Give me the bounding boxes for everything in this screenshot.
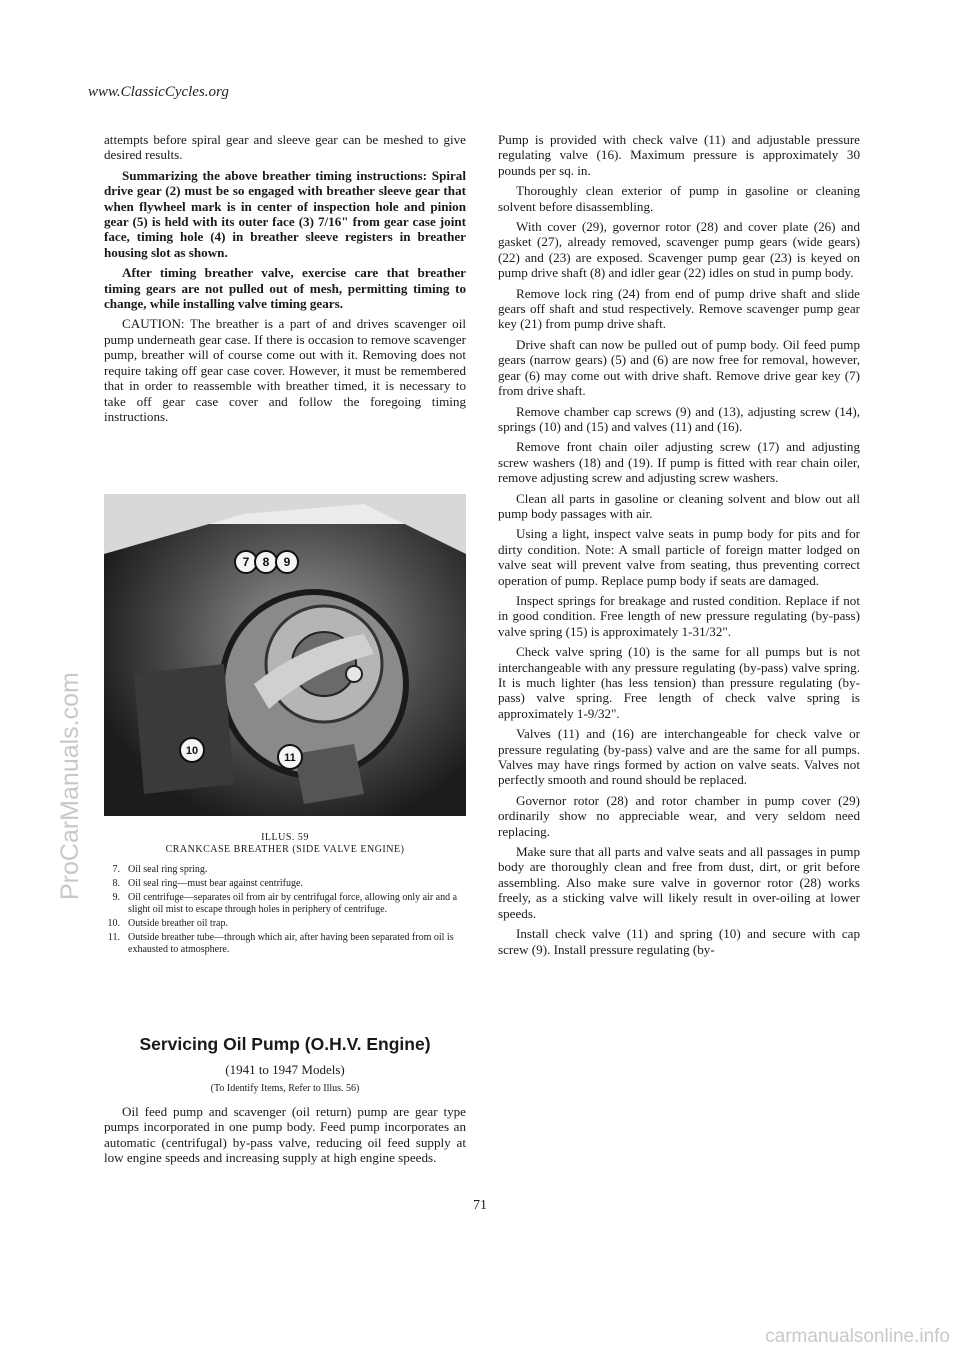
left-column: [104, 132, 466, 429]
legend-text: Outside breather tube—through which air, after having been separated from oil is exhausted to atmosphere.: [128, 932, 454, 955]
paragraph: Remove lock ring (24) from end of pump drive shaft and slide gears off shaft and stud respectively. Remove scavenger pump gear key (21) from pump drive shaft.: [498, 285, 860, 332]
paragraph: Governor rotor (28) and rotor chamber in pump cover (29) ordinarily show no appreciable wear, and very seldom need replacing.: [498, 792, 860, 839]
callout-label-8: 8: [262, 555, 270, 569]
page-number: 71: [473, 1198, 487, 1213]
figure-legend: [104, 864, 466, 956]
callout-label-10: 10: [185, 745, 199, 757]
legend-num: 9.: [112, 892, 120, 903]
paragraph: After timing breather valve, exercise care that breather timing gears are not pulled out of mesh, permitting timing to change, while installing valve timing gears.: [104, 265, 466, 312]
paragraph: Thoroughly clean exterior of pump in gasoline or cleaning solvent before disassembling.: [498, 183, 860, 214]
paragraph: Clean all parts in gasoline or cleaning solvent and blow out all pump body passages with air.: [498, 490, 860, 521]
paragraph: Valves (11) and (16) are interchangeable for check valve or pressure regulating (by-pass) valve and are the same for all pumps. Valves may have rings formed by action on valve seats. Valves not perfectly smooth and round should be replaced.: [498, 726, 860, 788]
paragraph: Install check valve (11) and spring (10) and secure with cap screw (9). Install pressure regulating (by-: [498, 926, 860, 957]
paragraph: Oil feed pump and scavenger (oil return) pump are gear type pumps incorporated in one pump body. Feed pump incorporates an automatic (centrifugal) by-pass valve, reducing oil feed supply at low engine speeds and increasing supply at high engine speeds.: [104, 1104, 466, 1166]
legend-item: [104, 892, 466, 916]
legend-num: 11.: [107, 932, 120, 943]
paragraph: Drive shaft can now be pulled out of pump body. Oil feed pump gears (narrow gears) (5) and (6) are now free for removal, however, gear (6) may come out with drive shaft. Remove drive gear key (7) from drive shaft.: [498, 336, 860, 399]
legend-item: [104, 932, 466, 956]
caution-paragraph: CAUTION: The breather is a part of and drives scavenger oil pump underneath gear case. If there is occasion to remove scavenger pump, breather will of course come out with it. Removing does not require taking off gear case cover. However, it must be remembered that in order to reassemble with breather timed, it is necessary to take off gear case cover and follow the foregoing timing instructions.: [104, 316, 466, 424]
paragraph: Remove chamber cap screws (9) and (13), adjusting screw (14), springs (10) and (15) and valves (11) and (16).: [498, 403, 860, 434]
legend-item: [104, 878, 466, 890]
screw-head: [346, 666, 362, 682]
paragraph: Remove front chain oiler adjusting screw (17) and adjusting screw washers (18) and (19). If pump is fitted with rear chain oiler, remove adjusting screw and adjusting screw washers.: [498, 439, 860, 486]
paragraph: Make sure that all parts and valve seats and all passages in pump body are thoroughly clean and free from dust, dirt, or grit before assembling. Also make sure valve in governor rotor (28) works freely, as a sticking valve will likely result in over-oiling at lower speeds.: [498, 844, 860, 921]
legend-num: 10.: [107, 918, 120, 929]
breather-tube: [294, 744, 364, 804]
paragraph: With cover (29), governor rotor (28) and cover plate (26) and gasket (27), already removed, scavenger pump gears (wide gears) (22) and (23) are exposed. Scavenger pump gear (23) is keyed on pump drive shaft (8) and idler gear (22) idles on stud in pump body.: [498, 219, 860, 281]
watermark-bottom: carmanualsonline.info: [765, 1326, 950, 1347]
paragraph: Inspect springs for breakage and rusted condition. Replace if not in good condition. Free length of new pressure regulating (by-pass) valve spring (15) is approximately 1-31/32".: [498, 592, 860, 639]
callout-label-11: 11: [284, 752, 296, 764]
callout-label-9: 9: [283, 555, 291, 569]
paragraph: Using a light, inspect valve seats in pump body for pits and for dirty condition. Note: A small particle of foreign matter lodged on valve seat will prevent valve from seating, thus preventing correct operation of pump. Replace pump body if seats are damaged.: [498, 526, 860, 588]
illus-number: ILLUS. 59: [261, 832, 309, 843]
illus-title: CRANKCASE BREATHER (SIDE VALVE ENGINE): [165, 844, 405, 855]
section-note: (To Identify Items, Refer to Illus. 56): [210, 1083, 360, 1094]
legend-num: 8.: [112, 878, 120, 889]
legend-text: Oil centrifuge—separates oil from air by centrifugal force, allowing only air and a slight oil mist to escape through holes in periphery of centrifuge.: [128, 892, 458, 915]
paragraph: Check valve spring (10) is the same for all pumps but is not interchangeable with any pressure regulating (by-pass) valve spring. It is much lighter (has less tension) than pressure regulating (by-pass) valve spring. Free length of check valve spring is approximately 1-9/32".: [498, 644, 860, 721]
right-column: [498, 132, 860, 962]
legend-num: 7.: [112, 864, 120, 875]
paragraph: Summarizing the above breather timing instructions: Spiral drive gear (2) must be so engaged with breather sleeve gear that when flywheel mark is in center of inspection hole and pinion gear (5) is held with its outer face (3) 7/16" from gear case joint face, timing hole (4) in breather sleeve registers in breather housing slot as shown.: [104, 167, 466, 260]
legend-item: [104, 918, 466, 930]
section-subtitle: (1941 to 1947 Models): [225, 1062, 345, 1077]
site-header: www.ClassicCycles.org: [88, 84, 229, 100]
paragraph: Pump is provided with check valve (11) and adjustable pressure regulating valve (16). Maximum pressure is approximately 30 pounds per sq. in.: [498, 132, 860, 178]
engine-breather-photo: [104, 494, 466, 816]
figure-caption: [104, 832, 466, 958]
callout-label-7: 7: [242, 555, 250, 569]
legend-text: Oil seal ring—must bear against centrifuge.: [128, 878, 303, 889]
legend-item: [104, 864, 466, 876]
paragraph: attempts before spiral gear and sleeve gear can be meshed to give desired results.: [104, 132, 466, 163]
legend-text: Outside breather oil trap.: [128, 918, 228, 929]
section-body: [104, 1104, 466, 1166]
section-title: Servicing Oil Pump (O.H.V. Engine): [139, 1034, 431, 1054]
legend-text: Oil seal ring spring.: [128, 864, 208, 875]
watermark-side: ProCarManuals.com: [56, 672, 84, 900]
photo-illustration: [104, 494, 466, 816]
breather-oil-trap: [134, 664, 234, 794]
